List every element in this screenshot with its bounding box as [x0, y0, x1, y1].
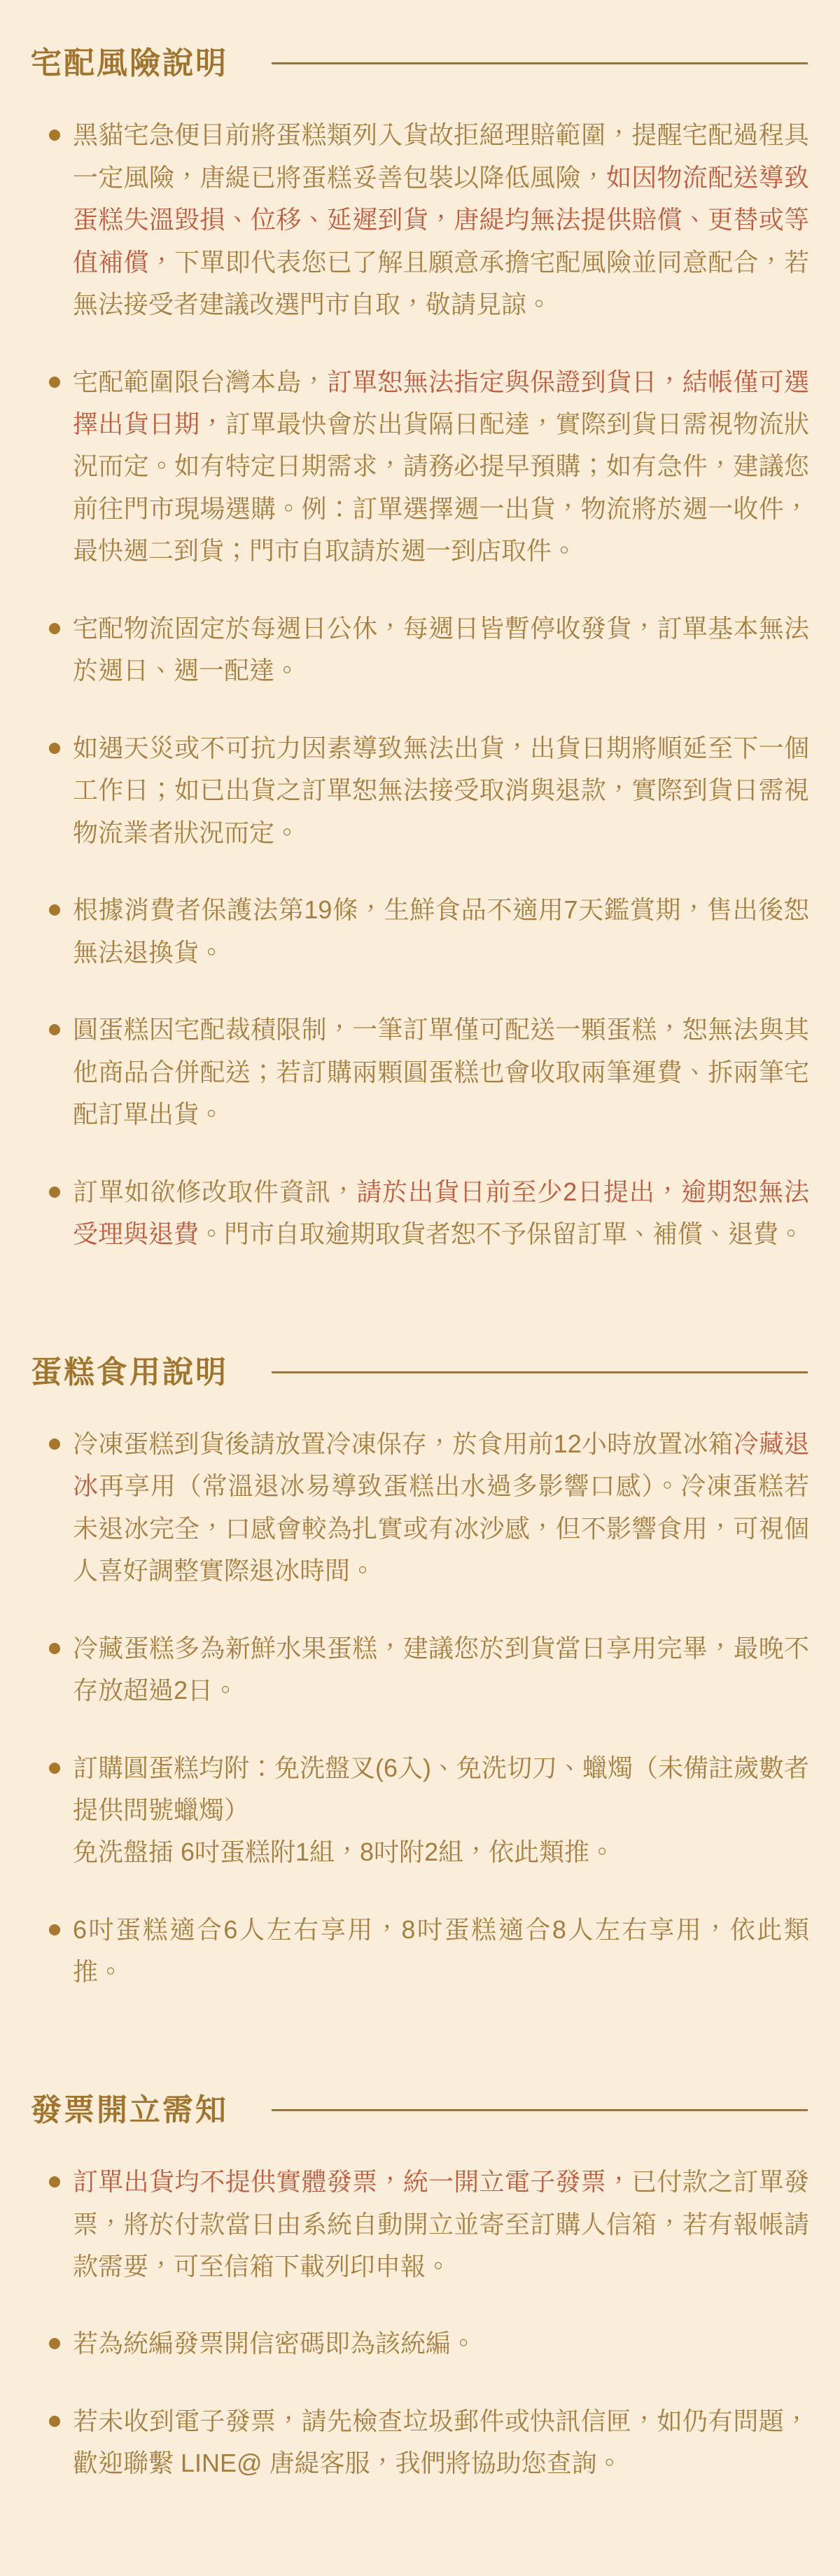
body-text: 冷凍蛋糕到貨後請放置冷凍保存，於食用前12小時放置冰箱	[73, 1429, 734, 1458]
section-title-rule	[272, 2109, 808, 2111]
section-header	[31, 2090, 809, 2130]
body-text: 宅配物流固定於每週日公休，每週日皆暫停收發貨，訂單基本無法於週日、週一配達。	[73, 613, 809, 685]
bullet-item	[31, 1747, 809, 1874]
section-title: 發票開立需知	[31, 2092, 228, 2127]
bullet-list	[31, 1423, 809, 1994]
bullet-list	[31, 2161, 809, 2485]
accent-text: 冷藏退冰	[73, 1429, 809, 1501]
section-header	[31, 43, 809, 83]
body-text: 冷藏蛋糕多為新鮮水果蛋糕，建議您於到貨當日享用完畢，最晚不存放超過2日。	[73, 1633, 809, 1705]
section-title-rule	[272, 62, 808, 64]
bullet-item	[31, 1171, 809, 1256]
section-title-rule	[272, 1371, 808, 1373]
body-text: 若為統編發票開信密碼即為該統編。	[73, 2329, 477, 2358]
bullet-item	[31, 1009, 809, 1135]
bullet-item	[31, 2161, 809, 2288]
body-text: 。門市自取逾期取貨者恕不予保留訂單、補償、退費。	[199, 1219, 804, 1249]
body-text: 免洗盤插 6吋蛋糕附1組，8吋附2組，依此類推。	[73, 1837, 615, 1867]
body-text: 已付款之訂單發票，將於付款當日由系統自動開立並寄至訂購人信箱，若有報帳請款需要，可至信箱下載列印申報。	[73, 2167, 809, 2281]
bullet-item	[31, 1628, 809, 1712]
bullet-item	[31, 2400, 809, 2485]
accent-text: 如因物流配送導致蛋糕失溫毀損、位移、延遲到貨，唐緹均無法提供賠償、更替或等值補償，	[73, 162, 809, 276]
body-text: 訂單最快會於出貨隔日配達，實際到貨日需視物流狀況而定。如有特定日期需求，請務必提早預購；如有急件，建議您前往門市現場選購。例：訂單選擇週一出貨，物流將於週一收件，最快週二到貨；門市自取請於週一到店取件。	[73, 410, 809, 566]
section-delivery-risk	[31, 43, 809, 1256]
body-text: 6吋蛋糕適合6人左右享用，8吋蛋糕適合8人左右享用，依此類推。	[73, 1914, 809, 1987]
accent-text: 訂單恕無法指定與保證到貨日，結帳僅可選擇出貨日期，	[73, 367, 809, 438]
section-header	[31, 1352, 809, 1392]
body-text: 下單即代表您已了解且願意承擔宅配風險並同意配合，若無法接受者建議改選門市自取，敬請見諒。	[73, 247, 809, 319]
body-text: 訂單如欲修改取件資訊，	[73, 1177, 357, 1206]
body-text: 根據消費者保護法第19條，生鮮食品不適用7天鑑賞期，售出後恕無法退換貨。	[73, 895, 809, 967]
body-text: 圓蛋糕因宅配裁積限制，一筆訂單僅可配送一顆蛋糕，恕無法與其他商品合併配送；若訂購兩顆圓蛋糕也會收取兩筆運費、拆兩筆宅配訂單出貨。	[73, 1015, 809, 1129]
body-text: 黑貓宅急便目前將蛋糕類列入貨故拒絕理賠範圍，提醒宅配過程具一定風險，唐緹已將蛋糕妥善包裝以降低風險，	[73, 120, 809, 192]
bullet-item	[31, 889, 809, 974]
body-text: 宅配範圍限台灣本島，	[73, 367, 327, 396]
accent-text: 請於出貨日前至少2日提出，逾期恕無法受理與退費	[73, 1177, 809, 1249]
bullet-list	[31, 114, 809, 1255]
body-text: 再享用（常溫退冰易導致蛋糕出水過多影響口感）。冷凍蛋糕若未退冰完全，口感會較為扎實或有冰沙感，但不影響食用，可視個人喜好調整實際退冰時間。	[73, 1471, 809, 1586]
bullet-item	[31, 727, 809, 854]
bullet-item	[31, 1909, 809, 1994]
bullet-item	[31, 114, 809, 326]
body-text: 如遇天災或不可抗力因素導致無法出貨，出貨日期將順延至下一個工作日；如已出貨之訂單恕無法接受取消與退款，實際到貨日需視物流業者狀況而定。	[73, 733, 809, 847]
bullet-item	[31, 361, 809, 573]
section-invoice-notice	[31, 2090, 809, 2485]
section-title: 宅配風險說明	[31, 46, 228, 80]
bullet-item	[31, 2323, 809, 2365]
accent-text: 訂單出貨均不提供實體發票，統一開立電子發票，	[73, 2167, 632, 2197]
bullet-item	[31, 1423, 809, 1592]
body-text: 訂購圓蛋糕均附：免洗盤叉(6入)、免洗切刀、蠟燭（未備註歲數者提供問號蠟燭）	[73, 1753, 809, 1824]
section-title: 蛋糕食用說明	[31, 1354, 228, 1390]
body-text: 若未收到電子發票，請先檢查垃圾郵件或快訊信匣，如仍有問題，歡迎聯繫 LINE@ 唐緹客服，我們將協助您查詢。	[73, 2406, 809, 2478]
section-cake-serving	[31, 1352, 809, 1994]
bullet-item	[31, 608, 809, 692]
